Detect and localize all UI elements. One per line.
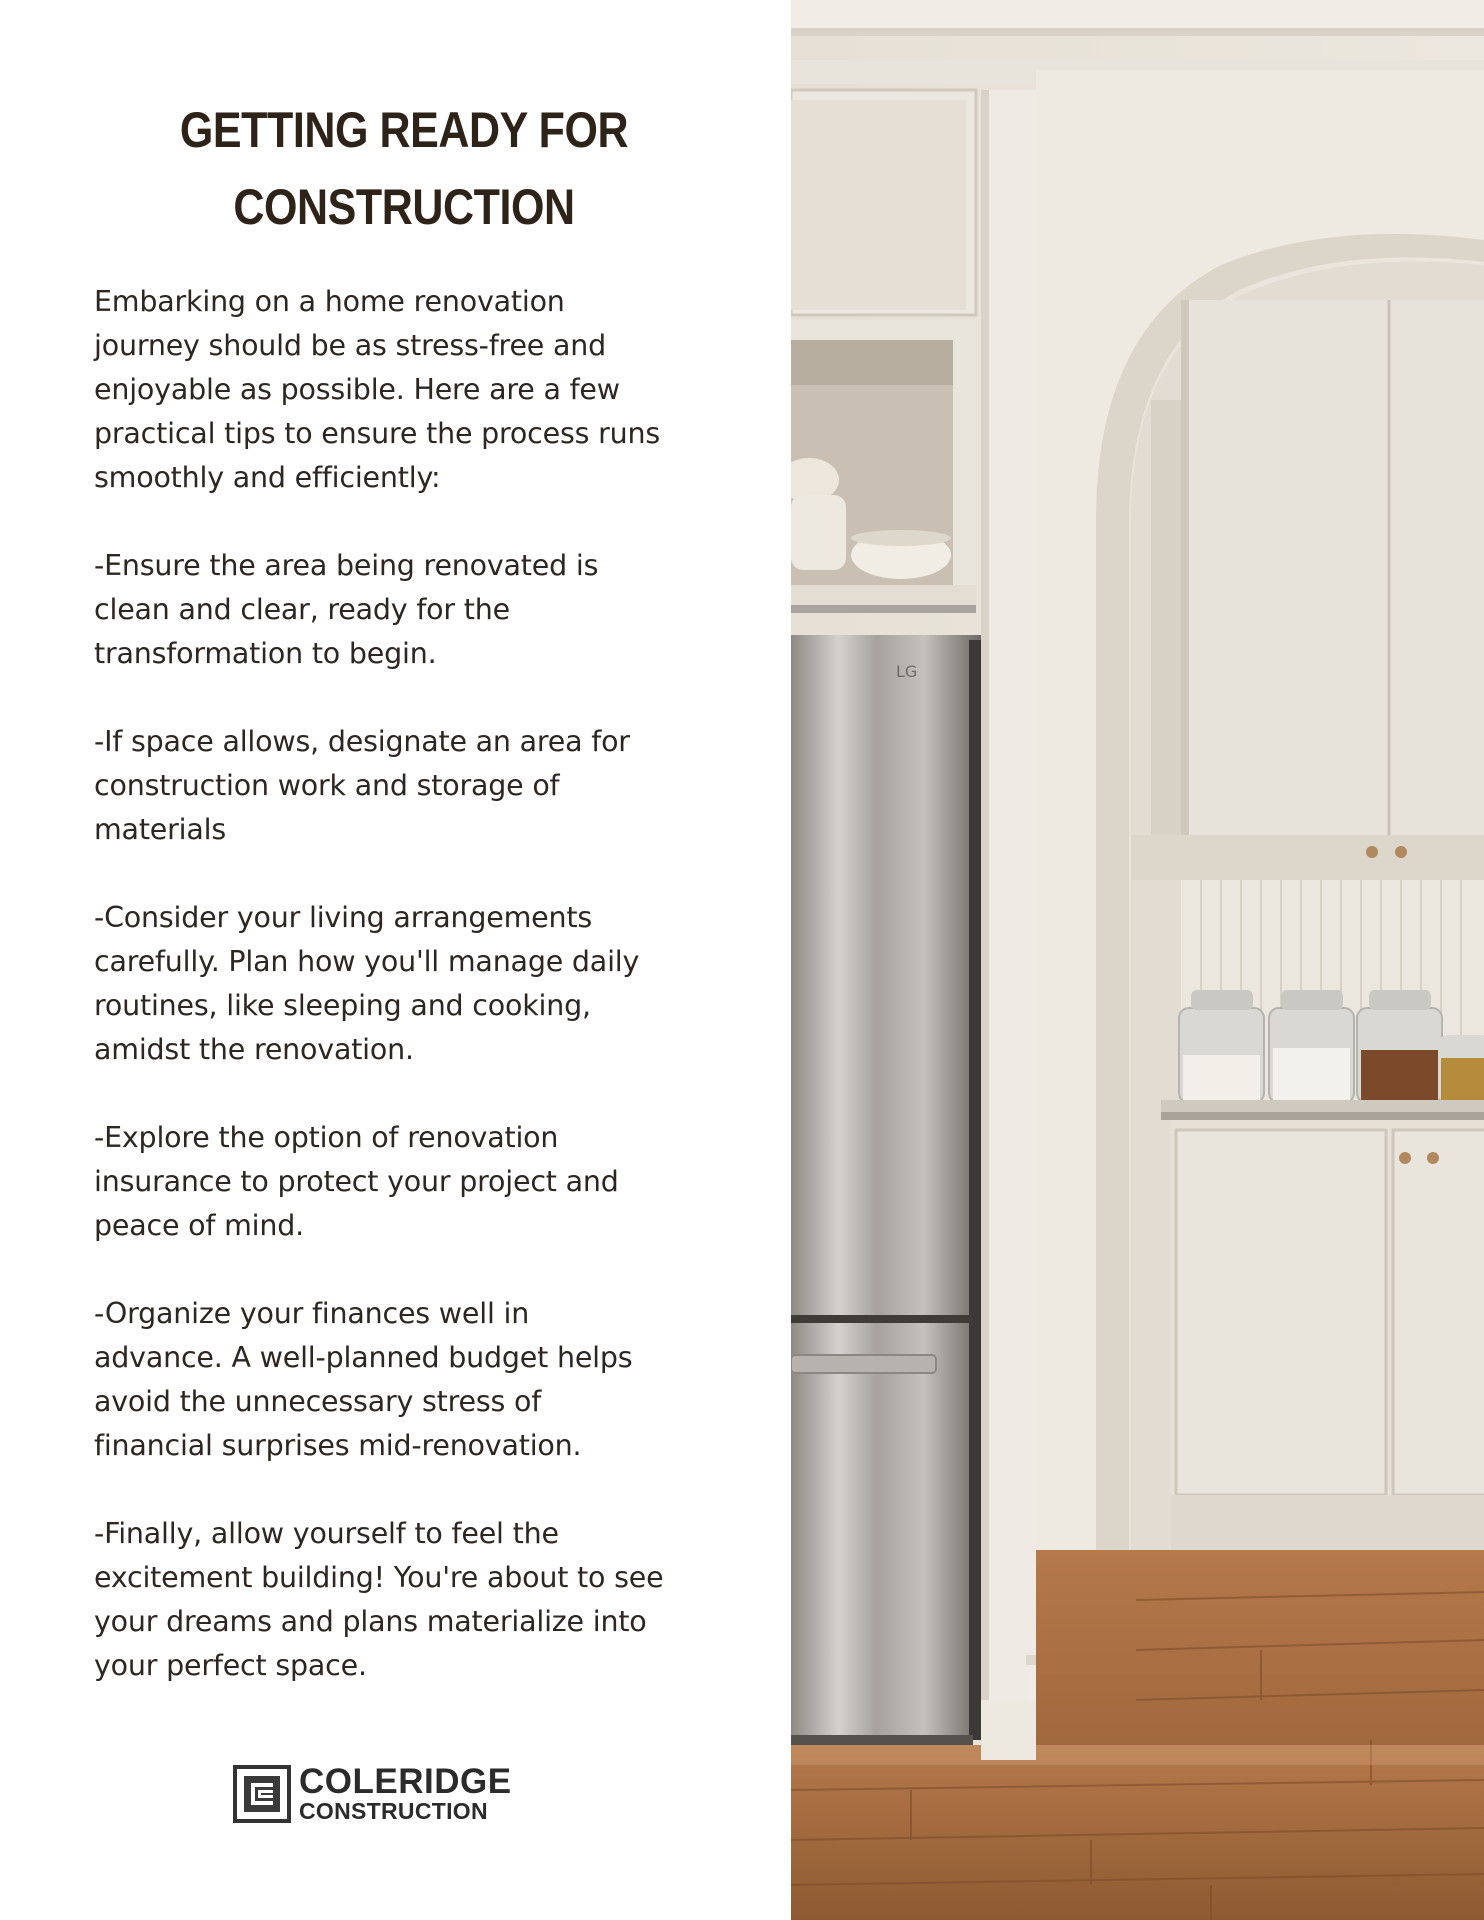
company-logo [233, 1762, 512, 1824]
text-line: Embarking on a home renovation [94, 285, 565, 318]
text-line: -Explore the option of renovation [94, 1121, 559, 1154]
page-title [137, 92, 670, 246]
logo-wordmark [299, 1762, 512, 1824]
title-line-2: CONSTRUCTION [233, 179, 575, 235]
text-line: carefully. Plan how you'll manage daily [94, 945, 640, 978]
tip-insurance [94, 1116, 754, 1248]
text-line: routines, like sleeping and cooking, [94, 989, 591, 1022]
text-line: peace of mind. [94, 1209, 304, 1242]
intro-paragraph [94, 280, 754, 500]
text-line: insurance to protect your project and [94, 1165, 619, 1198]
tips-body [94, 280, 754, 1732]
text-line: -Organize your finances well in [94, 1297, 530, 1330]
text-line: enjoyable as possible. Here are a few [94, 373, 620, 406]
text-line: materials [94, 813, 227, 846]
text-line: financial surprises mid-renovation. [94, 1429, 582, 1462]
tip-clean-area [94, 544, 754, 676]
text-line: transformation to begin. [94, 637, 437, 670]
text-line: journey should be as stress-free and [94, 329, 606, 362]
fridge-brand-label: LG [896, 662, 918, 681]
text-line: -If space allows, designate an area for [94, 725, 630, 758]
text-line: clean and clear, ready for the [94, 593, 510, 626]
text-line: your perfect space. [94, 1649, 367, 1682]
tip-finances [94, 1292, 754, 1468]
tip-living-arrangements [94, 896, 754, 1072]
text-line: advance. A well-planned budget helps [94, 1341, 633, 1374]
text-line: practical tips to ensure the process runs [94, 417, 661, 450]
kitchen-photo [791, 0, 1484, 1920]
text-line: -Finally, allow yourself to feel the [94, 1517, 559, 1550]
text-line: avoid the unnecessary stress of [94, 1385, 542, 1418]
title-line-1: GETTING READY FOR [179, 102, 629, 158]
text-line: excitement building! You're about to see [94, 1561, 664, 1594]
text-line: smoothly and efficiently: [94, 461, 441, 494]
text-line: construction work and storage of [94, 769, 560, 802]
logo-name: COLERIDGE [299, 1762, 512, 1801]
text-line: -Consider your living arrangements [94, 901, 592, 934]
logo-mark-icon [233, 1765, 291, 1823]
text-line: -Ensure the area being renovated is [94, 549, 599, 582]
tip-excitement [94, 1512, 754, 1688]
text-line: your dreams and plans materialize into [94, 1605, 647, 1638]
logo-subtitle: CONSTRUCTION [299, 1798, 488, 1824]
text-line: amidst the renovation. [94, 1033, 414, 1066]
tip-designate-area [94, 720, 754, 852]
